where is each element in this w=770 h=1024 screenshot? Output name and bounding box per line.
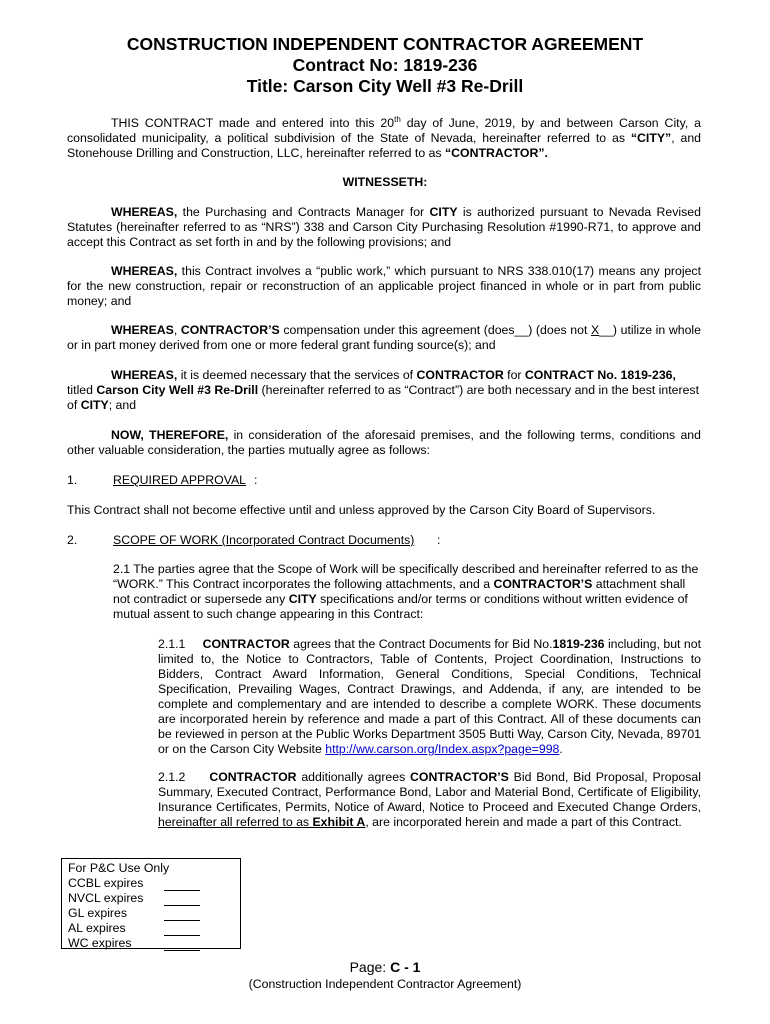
section-2-colon: : — [437, 533, 441, 547]
now-therefore: NOW, THEREFORE, in consideration of the aforesaid premises, and the following terms, conditions and other valuable consideration, the parties mutually agree as follows: — [67, 428, 701, 457]
section-1-number: 1. — [67, 473, 78, 487]
intro-paragraph: THIS CONTRACT made and entered into this 20th day of June, 2019, by and between Carson City, a consolidated municipality, a political subdivision of the State of Nevada, hereinafter referred to as “CITY”, and Stonehouse Drilling and Construction, LLC, hereinafter referred to as “CONTRACTOR”. — [67, 114, 701, 160]
pc-box-row: NVCL expires — [68, 891, 240, 906]
pc-box-row: WC expires — [68, 936, 240, 951]
section-2-1-1: 2.1.1 CONTRACTOR agrees that the Contract Documents for Bid No.1819-236 including, but not limited to, the Notice to Contractors, Table of Contents, Project Coordination, Instructions to Bidders, Contract Award Information, General Conditions, Special Conditions, Technical Specification, Prevailing Wages, Contract Drawings, and Addenda, if any, are intended to be complete and complementary and are intended to describe a complete WORK. These documents are incorporated herein by reference and made a part of this Contract. All of these documents can be reviewed in person at the Public Works Department 3505 Butti Way, Carson City, Nevada, 89701 or on the Carson City Website http://ww.carson.org/Index.aspx?page=998. — [158, 637, 701, 756]
pc-box-row: GL expires — [68, 906, 240, 921]
carson-website-link[interactable]: http://ww.carson.org/Index.aspx?page=998 — [325, 742, 560, 756]
section-2-number: 2. — [67, 533, 78, 547]
pc-box-title: For P&C Use Only — [68, 861, 170, 875]
whereas-1: WHEREAS, the Purchasing and Contracts Manager for CITY is authorized pursuant to Nevada Revised Statutes (hereinafter referred to as “NRS”) 338 and Carson City Purchasing Resolution #1990-R71, to approve and accept this Contract as set forth in and by the following provisions; and — [67, 205, 701, 249]
witnesseth-heading: WITNESSETH: — [342, 175, 428, 189]
section-1-colon: : — [254, 473, 258, 487]
contract-title: Title: Carson City Well #3 Re-Drill — [246, 76, 524, 96]
pc-box-row: AL expires — [68, 921, 240, 936]
whereas-4: WHEREAS, it is deemed necessary that the services of CONTRACTOR for CONTRACT No. 1819-236, titled Carson City Well #3 Re-Drill (hereinafter referred to as “Contract”) are both necessary and in the best interest of CITY; and — [67, 368, 699, 412]
nvcl-blank[interactable] — [164, 893, 200, 906]
doc-title: CONSTRUCTION INDEPENDENT CONTRACTOR AGREEMENT — [126, 34, 644, 54]
section-2-title: SCOPE OF WORK (Incorporated Contract Documents) — [113, 533, 415, 547]
whereas-2: WHEREAS, this Contract involves a “public work,” which pursuant to NRS 338.010(17) means any project for the new construction, repair or reconstruction of an applicable project financed in whole or in part from public money; and — [67, 264, 701, 308]
whereas-3: WHEREAS, CONTRACTOR’S compensation under this agreement (does__) (does not X__) utilize in whole or in part money derived from one or more federal grant funding source(s); and — [67, 323, 702, 352]
gl-blank[interactable] — [164, 908, 200, 921]
pc-box-row: CCBL expires — [68, 876, 240, 891]
pc-use-box — [61, 858, 241, 949]
section-1-title: REQUIRED APPROVAL — [113, 473, 247, 487]
al-blank[interactable] — [164, 923, 200, 936]
section-1-text: This Contract shall not become effective until and unless approved by the Carson City Board of Supervisors. — [67, 503, 656, 517]
page-number: Page: C - 1 — [349, 959, 421, 975]
ccbl-blank[interactable] — [164, 878, 200, 891]
contract-number: Contract No: 1819-236 — [292, 55, 478, 75]
wc-blank[interactable] — [164, 938, 200, 951]
section-2-1-2: 2.1.2 CONTRACTOR additionally agrees CONTRACTOR’S Bid Bond, Bid Proposal, Proposal Summary, Executed Contract, Performance Bond, Labor and Material Bond, Certificate of Eligibility, Insurance Certificates, Permits, Notice of Award, Notice to Proceed and Executed Change Orders, hereinafter all referred to as Exhibit A, are incorporated herein and made a part of this Contract. — [158, 770, 701, 829]
footer-subtitle: (Construction Independent Contractor Agreement) — [248, 977, 522, 991]
section-2-1: 2.1 The parties agree that the Scope of Work will be specifically described and hereinafter referred to as the “WORK.” This Contract incorporates the following attachments, and a CONTRACTOR’S attachment shall not contradict or supersede any CITY specifications and/or terms or conditions without written evidence of mutual assent to such change appearing in this Contract: — [113, 562, 699, 621]
